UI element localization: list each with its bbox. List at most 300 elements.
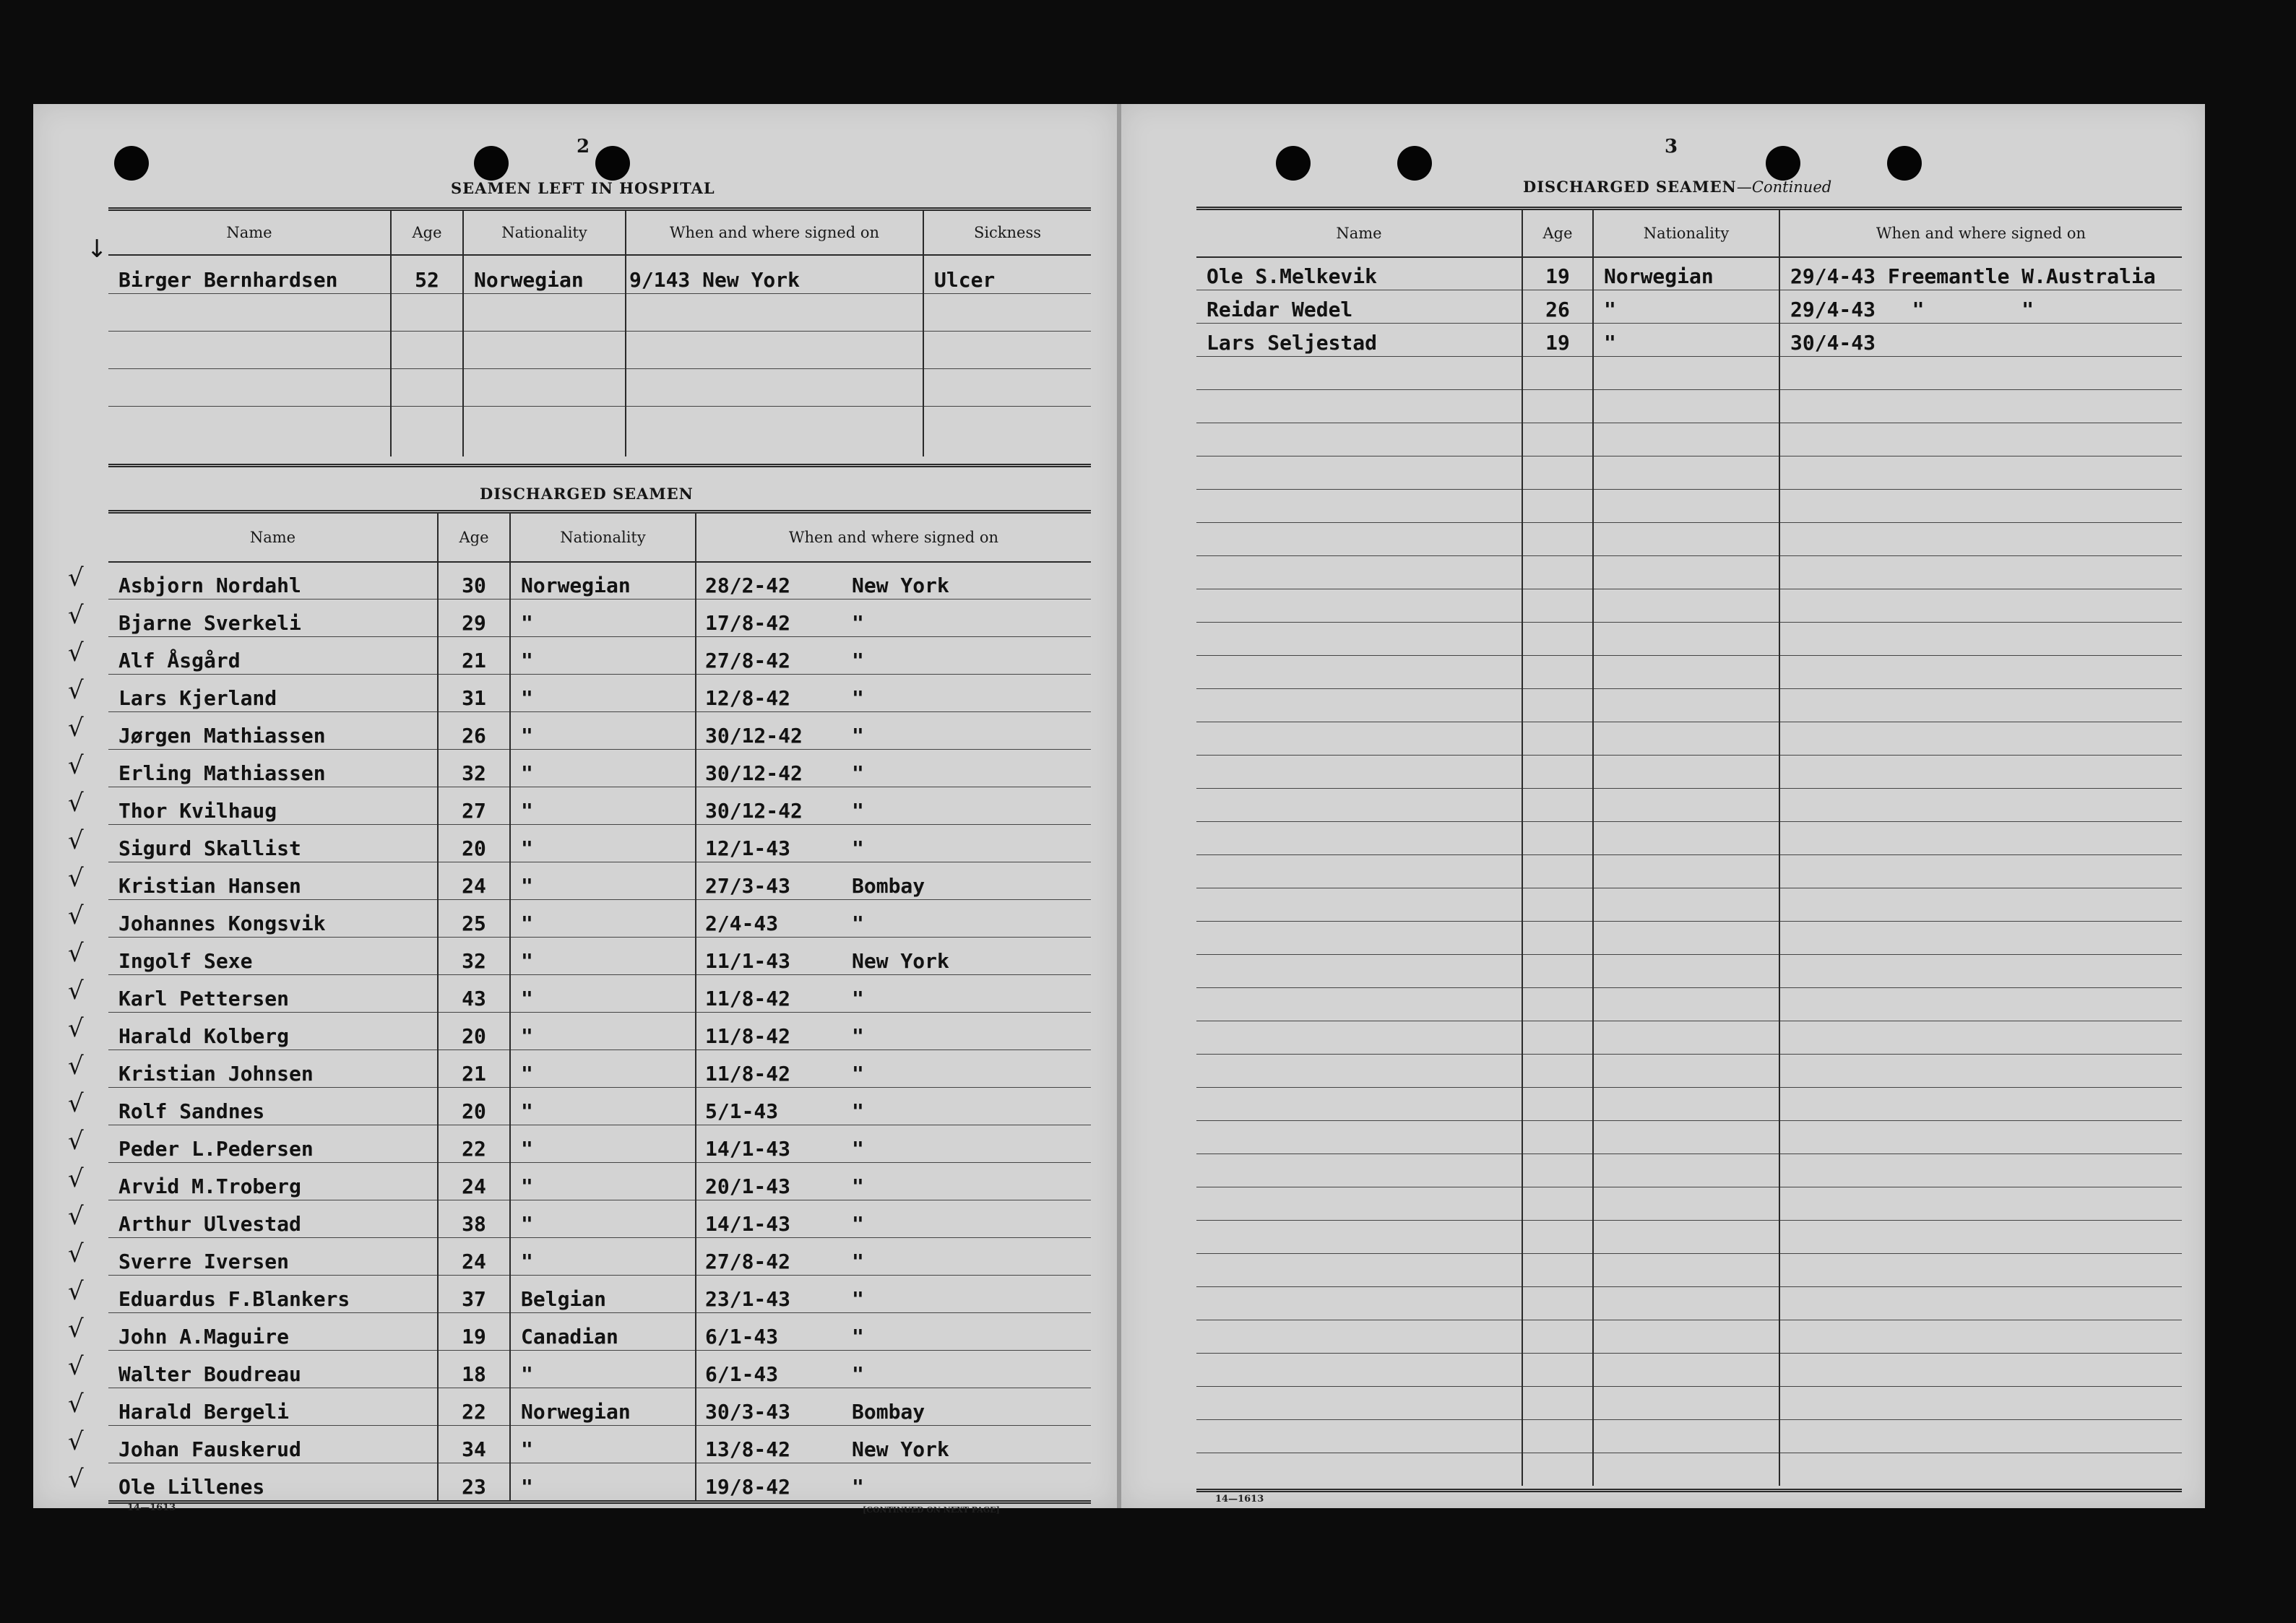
- seaman-signed-on: [695, 1463, 1091, 1500]
- empty-row: [1196, 1187, 2182, 1221]
- seaman-nationality: ": [509, 824, 695, 862]
- signed-on-place: ": [852, 1062, 864, 1086]
- seaman-nationality: ": [509, 1049, 695, 1087]
- empty-row: [1196, 1154, 2182, 1187]
- empty-row: [1196, 821, 2182, 855]
- empty-cell: [1779, 589, 2182, 622]
- table-row: [1196, 290, 2182, 324]
- empty-cell: [1779, 854, 2182, 888]
- signed-on-place: ": [852, 1099, 864, 1123]
- seaman-name: Kristian Hansen: [118, 874, 301, 898]
- table-row: [108, 824, 1091, 862]
- empty-cell: [1522, 788, 1592, 821]
- continued-table-header: [1196, 210, 2182, 258]
- signed-on-date: 14/1-43: [705, 1137, 791, 1161]
- seaman-name: Arvid M.Troberg: [118, 1174, 301, 1198]
- seaman-age: 38: [437, 1200, 509, 1237]
- seaman-name: Asbjorn Nordahl: [118, 574, 301, 597]
- table-row: [108, 862, 1091, 900]
- seaman-nationality: Canadian: [509, 1312, 695, 1350]
- empty-cell: [1522, 722, 1592, 755]
- empty-cell: [1522, 921, 1592, 954]
- empty-cell: [1522, 1154, 1592, 1187]
- seaman-name: Lars Seljestad: [1207, 331, 1378, 355]
- empty-cell: [1522, 888, 1592, 921]
- empty-row: [1196, 356, 2182, 390]
- empty-row: [1196, 1453, 2182, 1486]
- seaman-age: 26: [437, 711, 509, 749]
- empty-cell: [1779, 356, 2182, 389]
- signed-on-date: 12/8-42: [705, 686, 791, 710]
- empty-cell: [1196, 854, 1522, 888]
- seaman-name: Reidar Wedel: [1207, 298, 1353, 321]
- empty-cell: [1522, 622, 1592, 655]
- empty-cell: [1196, 1220, 1522, 1253]
- empty-cell: [1196, 622, 1522, 655]
- signed-on-place: ": [852, 1325, 864, 1349]
- empty-cell: [1592, 954, 1779, 987]
- section-title: [1523, 178, 1831, 196]
- empty-cell: [1196, 921, 1522, 954]
- seaman-signed-on: [695, 1350, 1091, 1388]
- empty-row: [108, 293, 1091, 332]
- table-row: [108, 1275, 1091, 1313]
- empty-cell: [1779, 622, 2182, 655]
- empty-cell: [1522, 1320, 1592, 1353]
- empty-row: [1196, 522, 2182, 556]
- seaman-signed-on: [695, 1425, 1091, 1463]
- seaman-name: Harald Kolberg: [118, 1024, 290, 1048]
- seaman-signed-on: [695, 1200, 1091, 1237]
- seaman-nationality: ": [509, 1012, 695, 1049]
- empty-row: [1196, 688, 2182, 722]
- table-row: [108, 899, 1091, 938]
- empty-cell: [1196, 1253, 1522, 1286]
- signed-on-date: 20/1-43: [705, 1174, 791, 1198]
- check-mark: √: [68, 676, 84, 705]
- punch-hole: [114, 146, 149, 181]
- empty-cell: [1592, 1353, 1779, 1386]
- seaman-name: Walter Boudreau: [118, 1362, 301, 1386]
- check-mark: √: [68, 1164, 84, 1193]
- empty-cell: [1779, 1353, 2182, 1386]
- empty-cell: [1196, 1120, 1522, 1154]
- empty-row: [1196, 555, 2182, 589]
- empty-row: [1196, 389, 2182, 423]
- empty-cell: [1196, 888, 1522, 921]
- empty-row: [108, 331, 1091, 369]
- empty-cell: [1196, 954, 1522, 987]
- empty-row: [108, 406, 1091, 456]
- empty-cell: [1592, 1054, 1779, 1087]
- empty-cell: [1522, 1253, 1592, 1286]
- signed-on-date: 27/8-42: [705, 649, 791, 672]
- table-row: [108, 1425, 1091, 1463]
- signed-on-place: ": [852, 1137, 864, 1161]
- table-row: [108, 561, 1091, 600]
- empty-row: [1196, 1220, 2182, 1254]
- seaman-nationality: ": [509, 1237, 695, 1275]
- seaman-name: Lars Kjerland: [118, 686, 277, 710]
- seaman-signed-on: [695, 1087, 1091, 1125]
- signed-on-date: 11/8-42: [705, 1024, 791, 1048]
- empty-cell: [1779, 1120, 2182, 1154]
- empty-cell: [1779, 423, 2182, 456]
- seaman-signed-on: 29/4-43 " ": [1779, 290, 2182, 323]
- empty-row: [1196, 1087, 2182, 1121]
- seaman-signed-on: [695, 749, 1091, 787]
- empty-cell: [1196, 1453, 1522, 1486]
- empty-cell: [1779, 821, 2182, 854]
- empty-cell: [1779, 489, 2182, 522]
- punch-hole: [474, 146, 509, 181]
- empty-cell: [1592, 1187, 1779, 1220]
- empty-row: [1196, 622, 2182, 656]
- empty-cell: [1522, 1187, 1592, 1220]
- header-name: Name: [249, 529, 296, 546]
- seaman-name: Alf Åsgård: [118, 649, 241, 672]
- empty-cell: [1779, 788, 2182, 821]
- check-mark: √: [68, 864, 84, 893]
- empty-cell: [1196, 1154, 1522, 1187]
- empty-cell: [1779, 655, 2182, 688]
- signed-on-place: ": [852, 649, 864, 672]
- seaman-age: 20: [437, 1012, 509, 1049]
- table-row: [108, 787, 1091, 825]
- signed-on-date: 17/8-42: [705, 611, 791, 635]
- empty-cell: [1779, 1320, 2182, 1353]
- empty-cell: [1779, 1286, 2182, 1320]
- seaman-age: 32: [437, 749, 509, 787]
- signed-on-date: 11/1-43: [705, 949, 791, 973]
- empty-cell: [1196, 1187, 1522, 1220]
- seaman-age: 34: [437, 1425, 509, 1463]
- seaman-nationality: ": [509, 1162, 695, 1200]
- empty-row: [1196, 423, 2182, 456]
- empty-cell: [1592, 921, 1779, 954]
- signed-on-place: ": [852, 912, 864, 935]
- seaman-name: Thor Kvilhaug: [118, 799, 277, 823]
- seaman-nationality: ": [509, 711, 695, 749]
- signed-on-place: ": [852, 836, 864, 860]
- empty-cell: [1592, 389, 1779, 423]
- seaman-name: Ingolf Sexe: [118, 949, 253, 973]
- signed-on-place: ": [852, 1212, 864, 1236]
- seaman-signed-on: [695, 899, 1091, 937]
- form-number: 14—1613: [127, 1502, 176, 1513]
- seaman-age: 29: [437, 599, 509, 636]
- empty-cell: [1779, 1453, 2182, 1486]
- empty-cell: [1196, 356, 1522, 389]
- seaman-nationality: ": [509, 787, 695, 824]
- empty-cell: [1779, 1386, 2182, 1419]
- left-page: [33, 104, 1117, 1515]
- punch-hole: [1766, 146, 1800, 181]
- signed-on-date: 30/3-43: [705, 1400, 791, 1424]
- seaman-nationality: Norwegian: [509, 1388, 695, 1425]
- seaman-signed-on: [695, 824, 1091, 862]
- empty-row: [1196, 954, 2182, 988]
- empty-cell: [1592, 589, 1779, 622]
- empty-cell: [1779, 722, 2182, 755]
- seaman-age: 20: [437, 1087, 509, 1125]
- seaman-nationality: ": [509, 1425, 695, 1463]
- empty-cell: [1779, 1054, 2182, 1087]
- seaman-name: Arthur Ulvestad: [118, 1212, 301, 1236]
- empty-row: [1196, 987, 2182, 1021]
- check-mark: √: [68, 639, 84, 667]
- empty-cell: [1196, 987, 1522, 1021]
- check-mark: √: [68, 1465, 84, 1494]
- seaman-nationality: Norwegian: [462, 254, 625, 293]
- signed-on-place: ": [852, 799, 864, 823]
- empty-cell: [1592, 1120, 1779, 1154]
- empty-cell: [1779, 456, 2182, 489]
- signed-on-date: 11/8-42: [705, 987, 791, 1010]
- seaman-signed-on: [695, 974, 1091, 1012]
- check-mark: √: [68, 1277, 84, 1306]
- header-nationality: Nationality: [509, 514, 695, 561]
- empty-cell: [1592, 1253, 1779, 1286]
- empty-cell: [1196, 1320, 1522, 1353]
- empty-row: [1196, 1419, 2182, 1453]
- empty-cell: [1592, 1386, 1779, 1419]
- empty-row: [1196, 1253, 2182, 1287]
- seaman-signed-on: [695, 937, 1091, 974]
- empty-cell: [1592, 456, 1779, 489]
- seaman-signed-on: 29/4-43 Freemantle W.Australia: [1779, 256, 2182, 290]
- signed-on-place: ": [852, 1250, 864, 1273]
- empty-cell: [1779, 1087, 2182, 1120]
- seaman-nationality: ": [509, 1087, 695, 1125]
- section-title-suffix: —Continued: [1736, 178, 1832, 196]
- seaman-nationality: Belgian: [509, 1275, 695, 1312]
- signed-on-date: 27/8-42: [705, 1250, 791, 1273]
- empty-row: [1196, 1021, 2182, 1055]
- empty-cell: [1522, 589, 1592, 622]
- table-row: [108, 974, 1091, 1013]
- empty-cell: [1592, 1320, 1779, 1353]
- empty-cell: [1592, 1087, 1779, 1120]
- table-row: [108, 1312, 1091, 1351]
- empty-cell: [1592, 1419, 1779, 1453]
- empty-row: [1196, 589, 2182, 623]
- punch-hole: [1397, 146, 1432, 181]
- empty-cell: [1196, 1087, 1522, 1120]
- signed-on-date: 28/2-42: [705, 574, 791, 597]
- empty-cell: [1522, 854, 1592, 888]
- empty-row: [1196, 1120, 2182, 1154]
- empty-cell: [1592, 1021, 1779, 1054]
- signed-on-date: 23/1-43: [705, 1287, 791, 1311]
- check-mark: √: [68, 1052, 84, 1081]
- empty-cell: [1196, 423, 1522, 456]
- discharged-table-header: [108, 514, 1091, 563]
- seaman-signed-on: 30/4-43: [1779, 323, 2182, 356]
- check-mark: √: [68, 751, 84, 780]
- seaman-nationality: ": [509, 1350, 695, 1388]
- signed-on-place: New York: [852, 1437, 949, 1461]
- empty-cell: [1592, 489, 1779, 522]
- signed-on-date: 30/12-42: [705, 761, 803, 785]
- empty-cell: [1779, 1253, 2182, 1286]
- seaman-age: 24: [437, 862, 509, 899]
- seaman-name: Kristian Johnsen: [118, 1062, 314, 1086]
- empty-cell: [1196, 1353, 1522, 1386]
- check-mark: √: [68, 789, 84, 818]
- seaman-signed-on: [695, 561, 1091, 599]
- empty-cell: [1522, 356, 1592, 389]
- seaman-nationality: ": [509, 1463, 695, 1500]
- check-mark: √: [68, 563, 84, 592]
- signed-on-place: ": [852, 1024, 864, 1048]
- seaman-nationality: Norwegian: [509, 561, 695, 599]
- punch-hole: [1276, 146, 1311, 181]
- empty-cell: [1196, 555, 1522, 589]
- empty-cell: [1779, 555, 2182, 589]
- seaman-nationality: ": [509, 599, 695, 636]
- seaman-name: Johannes Kongsvik: [118, 912, 326, 935]
- seaman-age: 37: [437, 1275, 509, 1312]
- empty-cell: [1196, 1386, 1522, 1419]
- form-number: 14—1613: [1215, 1494, 1264, 1505]
- signed-on-place: ": [852, 1362, 864, 1386]
- signed-on-place: ": [852, 611, 864, 635]
- signed-on-date: 6/1-43: [705, 1325, 779, 1349]
- seaman-age: 22: [437, 1125, 509, 1162]
- signed-on-date: 19/8-42: [705, 1475, 791, 1499]
- page-number: 3: [1665, 136, 1678, 157]
- empty-cell: [1522, 1087, 1592, 1120]
- table-row: [108, 254, 1091, 294]
- empty-cell: [1779, 954, 2182, 987]
- table-row: [108, 636, 1091, 675]
- empty-cell: [1779, 522, 2182, 555]
- empty-cell: [1522, 555, 1592, 589]
- seaman-signed-on: [695, 711, 1091, 749]
- empty-cell: [1592, 821, 1779, 854]
- seaman-name: Eduardus F.Blankers: [118, 1287, 350, 1311]
- page-number: 2: [577, 136, 590, 157]
- seaman-nationality: Norwegian: [1592, 256, 1779, 290]
- signed-on-place: ": [852, 724, 864, 748]
- empty-cell: [1592, 1286, 1779, 1320]
- check-mark: √: [68, 977, 84, 1005]
- empty-cell: [1592, 788, 1779, 821]
- empty-cell: [1196, 655, 1522, 688]
- seaman-age: 19: [437, 1312, 509, 1350]
- seaman-age: 26: [1522, 290, 1592, 323]
- check-mark: ↓: [87, 235, 108, 264]
- check-mark: √: [68, 601, 84, 630]
- seaman-age: 24: [437, 1162, 509, 1200]
- punch-hole: [595, 146, 630, 181]
- seaman-nationality: ": [509, 1125, 695, 1162]
- seaman-name: Johan Fauskerud: [118, 1437, 301, 1461]
- seaman-nationality: ": [1592, 290, 1779, 323]
- seaman-nationality: ": [509, 749, 695, 787]
- check-mark: √: [68, 1315, 84, 1343]
- check-mark: √: [68, 1427, 84, 1456]
- empty-row: [108, 368, 1091, 407]
- seaman-name: Sigurd Skallist: [118, 836, 301, 860]
- signed-on-place: ": [852, 686, 864, 710]
- seaman-sickness: Ulcer: [923, 254, 1091, 293]
- check-mark: √: [68, 1127, 84, 1156]
- empty-cell: [1196, 1054, 1522, 1087]
- continued-table: [1196, 207, 2182, 1492]
- signed-on-place: Bombay: [852, 874, 925, 898]
- empty-cell: [1522, 1419, 1592, 1453]
- seaman-name: Birger Bernhardsen: [118, 268, 338, 292]
- empty-row: [1196, 1054, 2182, 1088]
- seaman-signed-on: 9/143 New York: [625, 254, 923, 293]
- empty-cell: [1779, 1154, 2182, 1187]
- discharged-table: [108, 510, 1091, 1504]
- signed-on-place: ": [852, 1174, 864, 1198]
- check-mark: √: [68, 714, 84, 743]
- empty-cell: [1522, 1054, 1592, 1087]
- signed-on-date: 11/8-42: [705, 1062, 791, 1086]
- punch-hole: [1887, 146, 1922, 181]
- seaman-name: John A.Maguire: [118, 1325, 290, 1349]
- signed-on-date: 2/4-43: [705, 912, 779, 935]
- seaman-nationality: ": [509, 974, 695, 1012]
- signed-on-place: New York: [852, 949, 949, 973]
- header-name: Name: [226, 224, 272, 241]
- header-age: Age: [1522, 210, 1592, 256]
- empty-row: [1196, 921, 2182, 955]
- seaman-age: 21: [437, 1049, 509, 1087]
- empty-cell: [1779, 1419, 2182, 1453]
- empty-cell: [1592, 688, 1779, 722]
- empty-cell: [1592, 987, 1779, 1021]
- empty-cell: [1522, 655, 1592, 688]
- empty-cell: [1592, 555, 1779, 589]
- table-row: [108, 1012, 1091, 1050]
- seaman-signed-on: [695, 599, 1091, 636]
- empty-cell: [1522, 688, 1592, 722]
- header-nationality: Nationality: [1592, 210, 1779, 256]
- empty-cell: [1196, 1021, 1522, 1054]
- header-name: Name: [1336, 225, 1382, 242]
- table-row: [108, 711, 1091, 750]
- seaman-age: 30: [437, 561, 509, 599]
- seaman-signed-on: [695, 1012, 1091, 1049]
- empty-cell: [1196, 589, 1522, 622]
- empty-cell: [1196, 688, 1522, 722]
- empty-cell: [1592, 722, 1779, 755]
- seaman-age: 31: [437, 674, 509, 711]
- empty-row: [1196, 888, 2182, 922]
- empty-cell: [1522, 522, 1592, 555]
- table-row: [108, 1162, 1091, 1200]
- table-row: [108, 1463, 1091, 1500]
- empty-cell: [1779, 1187, 2182, 1220]
- seaman-name: Jørgen Mathiassen: [118, 724, 326, 748]
- check-mark: √: [68, 1089, 84, 1118]
- empty-cell: [1522, 389, 1592, 423]
- table-row: [1196, 256, 2182, 290]
- empty-cell: [1522, 954, 1592, 987]
- table-row: [1196, 323, 2182, 357]
- table-row: [108, 749, 1091, 787]
- empty-cell: [1522, 1021, 1592, 1054]
- empty-cell: [1522, 489, 1592, 522]
- seaman-signed-on: [695, 1162, 1091, 1200]
- seaman-signed-on: [695, 1125, 1091, 1162]
- empty-cell: [1779, 389, 2182, 423]
